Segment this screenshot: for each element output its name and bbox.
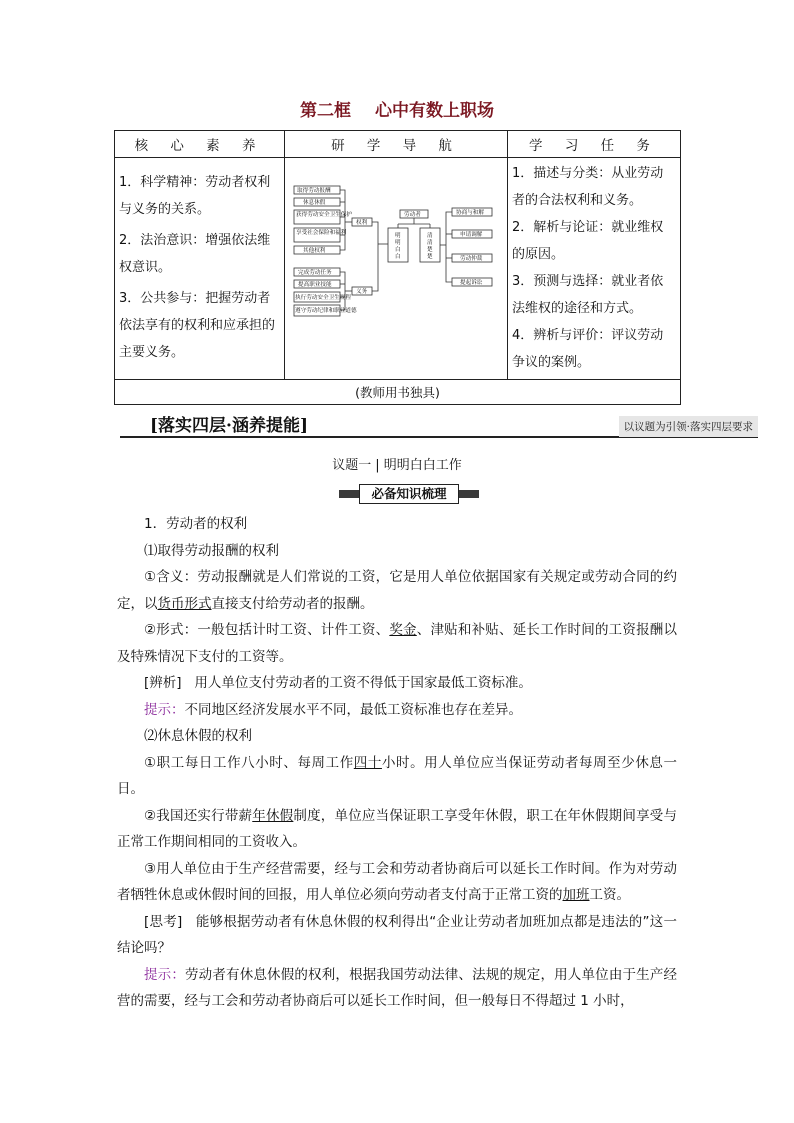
core-literacy-cell (115, 158, 285, 380)
mm-right-1: 协商与和解 (456, 210, 484, 216)
task-item: 1．描述与分类：从业劳动者的合法权利和义务。 (511, 166, 664, 208)
task-item: 4．辨析与评价：评议劳动争议的案例。 (511, 328, 664, 370)
title-prefix: 第二框 (300, 101, 351, 121)
knowledge-label: 必备知识梳理 (359, 484, 459, 504)
subheading-rest: ⑵休息休假的权利 (144, 728, 252, 744)
mm-rights-2: 休息休假 (303, 200, 326, 206)
mm-rights-4: 享受社会保险和福利 (296, 230, 347, 236)
page-title (0, 96, 794, 121)
paragraph: ①职工每日工作八小时、每周工作四十小时。用人单位应当保证劳动者每周至少休息一日。 (117, 754, 677, 797)
mm-right-4: 提起诉讼 (460, 280, 483, 286)
body-text (117, 511, 677, 1015)
mm-duties-1: 完成劳动任务 (298, 270, 332, 276)
subheading-pay: ⑴取得劳动报酬的权利 (144, 542, 279, 559)
paragraph: ③用人单位由于生产经营需要，经与工会和劳动者协商后可以延长工作时间。作为对劳动者牺牲休息或休假时间的回报，用人单位必须向劳动者支付高于正常工资的加班工资。 (117, 860, 677, 903)
skill-item: 2．法治意识：增强依法维权意识。 (119, 233, 271, 275)
mm-duties-2: 提高职业技能 (298, 282, 332, 288)
skill-item: 3．公共参与：把握劳动者依法享有的权利和应承担的主要义务。 (119, 291, 276, 360)
knowledge-mindmap (290, 182, 502, 318)
header-learning-tasks: 学 习 任 务 (507, 131, 680, 158)
mm-duties-3: 执行劳动安全卫生规程 (295, 295, 351, 301)
hint: 提示：劳动者有休息休假的权利，根据我国劳动法律、法规的规定，用人单位由于生产经营的需要，经与工会和劳动者协商后可以延长工作时间，但一般每日不得超过 1 小时， (117, 966, 678, 1009)
knowledge-label-box (339, 484, 479, 504)
mm-center-left: 明明白白 (395, 233, 401, 260)
topic-label: 议题一 (332, 458, 372, 473)
study-guide-cell (285, 158, 508, 380)
mm-center-right: 清清楚楚 (427, 233, 433, 260)
mm-duties-label: 义务 (356, 289, 368, 295)
topic-separator: | (375, 458, 380, 473)
mm-right-2: 申请调解 (460, 232, 483, 238)
header-study-guide: 研 学 导 航 (285, 131, 508, 158)
paragraph: ②形式：一般包括计时工资、计件工资、奖金、津贴和补贴、延长工作时间的工资报酬以及特殊情况下支付的工资等。 (117, 622, 678, 665)
banner-tag: 以议题为引领·落实四层要求 (619, 416, 758, 437)
paragraph: ①含义：劳动报酬就是人们常说的工资，它是用人单位依据国家有关规定或劳动合同的约定，以货币形式直接支付给劳动者的报酬。 (117, 569, 677, 612)
think-question: [思考] 能够根据劳动者有休息休假的权利得出“企业让劳动者加班加点都是违法的”这一结论吗？ (117, 913, 677, 956)
section-banner (112, 410, 758, 436)
mm-rights-1: 取得劳动报酬 (297, 188, 331, 194)
paragraph: ②我国还实行带薪年休假制度，单位应当保证职工享受年休假，职工在年休假期间享受与正常工作期间相同的工资收入。 (117, 807, 677, 850)
mm-rights-label: 权利 (356, 220, 368, 226)
overview-table (114, 130, 681, 405)
skill-item: 1．科学精神：劳动者权利与义务的关系。 (119, 175, 271, 217)
task-item: 3．预测与选择：就业者依法维权的途径和方式。 (511, 274, 664, 316)
learning-tasks-cell (507, 158, 680, 380)
task-item: 2．解析与论证：就业维权的原因。 (511, 220, 664, 262)
analysis-note: [辨析] 用人单位支付劳动者的工资不得低于国家最低工资标准。 (144, 675, 532, 691)
teacher-note: (教师用书独具) (115, 380, 681, 405)
mm-rights-5: 其他权利 (303, 248, 326, 254)
mm-right-3: 劳动仲裁 (460, 256, 483, 262)
title-main: 心中有数上职场 (375, 101, 494, 121)
mm-center-top: 劳动者 (404, 212, 421, 218)
topic-text: 明明白白工作 (383, 458, 462, 473)
banner-title: [落实四层·涵养提能] (150, 416, 309, 436)
heading-rights: 1．劳动者的权利 (144, 516, 248, 532)
hint: 提示：不同地区经济发展水平不同，最低工资标准也存在差异。 (144, 701, 522, 718)
mm-rights-3: 获得劳动安全卫生保护 (296, 212, 352, 218)
header-core-literacy: 核 心 素 养 (115, 131, 285, 158)
topic-heading (0, 454, 794, 473)
mm-duties-4: 遵守劳动纪律和职业道德 (295, 308, 357, 314)
